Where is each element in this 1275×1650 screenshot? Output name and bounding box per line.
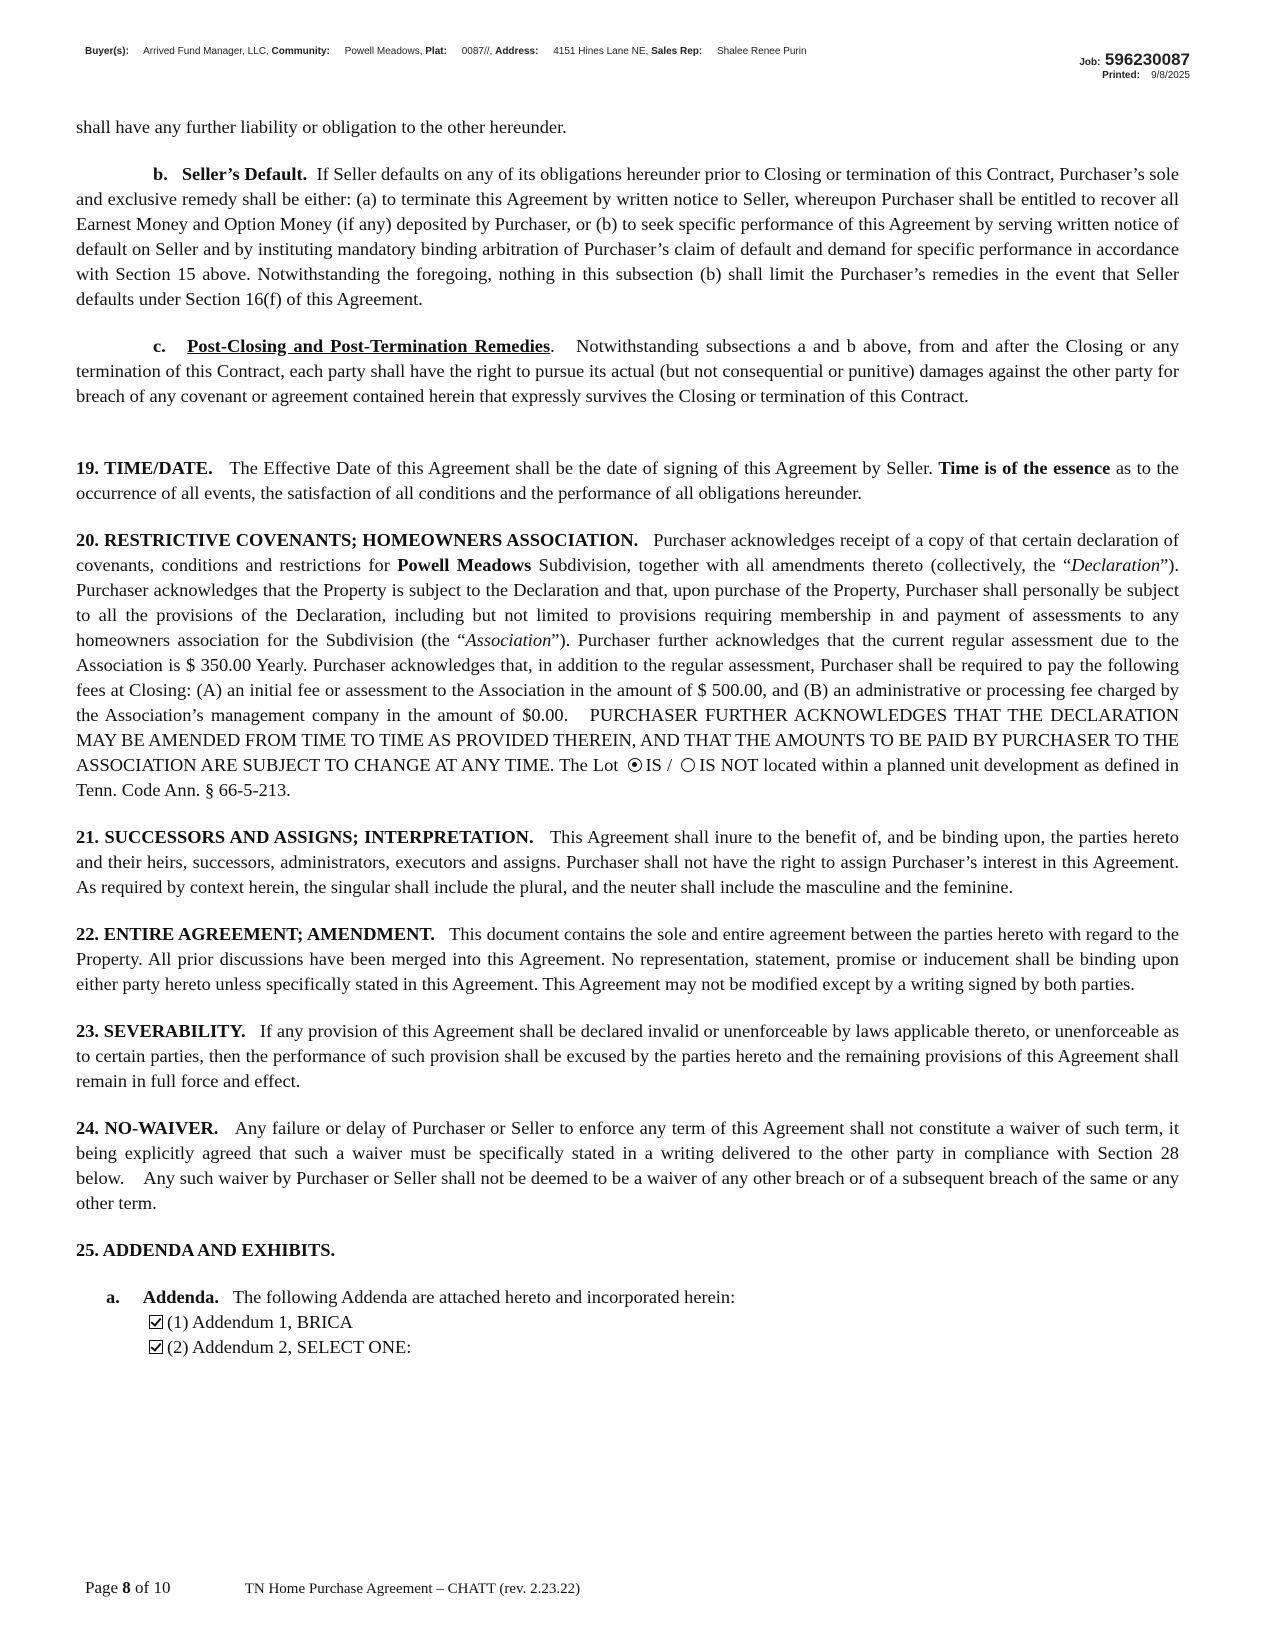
- section-18c-letter: c.: [153, 336, 166, 356]
- section-23: [76, 1019, 1179, 1094]
- section-20-heading: 20. RESTRICTIVE COVENANTS; HOMEOWNERS ASSOCIATION.: [76, 530, 639, 550]
- pud-is-label: IS /: [645, 755, 673, 775]
- pud-is-not-radio[interactable]: [681, 758, 695, 772]
- section-21-heading: 21. SUCCESSORS AND ASSIGNS; INTERPRETATION.: [76, 827, 534, 847]
- sales-rep-value: Shalee Renee Purin: [717, 46, 807, 57]
- page-header: [85, 46, 1195, 57]
- printed-label: Printed:: [1102, 70, 1140, 81]
- section-19-bold: Time is of the essence: [938, 458, 1111, 478]
- section-18c-heading: Post-Closing and Post-Termination Remedies: [187, 336, 551, 356]
- section-21: [76, 825, 1179, 900]
- section-22-heading: 22. ENTIRE AGREEMENT; AMENDMENT.: [76, 924, 435, 944]
- addenda-block: [106, 1285, 1179, 1360]
- section-22-text: This document contains the sole and entire agreement between the parties hereto with regard to the Property. All prior discussions have been merged into this Agreement. No representation, statement, promise or inducement shall be binding upon either party hereto unless specifically stated in this Agreement. This Agreement may not be modified except by a writing signed by both parties.: [76, 924, 1179, 994]
- address-value: 4151 Hines Lane NE,: [553, 46, 649, 57]
- section-19: [76, 456, 1179, 506]
- address-label: Address:: [495, 46, 539, 57]
- section-20-text-b: Subdivision, together with all amendments thereto (collectively, the “: [538, 555, 1072, 575]
- buyer-label: Buyer(s):: [85, 46, 129, 57]
- section-23-heading: 23. SEVERABILITY.: [76, 1021, 246, 1041]
- buyer-value: Arrived Fund Manager, LLC,: [143, 46, 269, 57]
- section-23-text: If any provision of this Agreement shall be declared invalid or unenforceable by laws applicable thereto, or unenforceable as to certain parties, then the performance of such provision shall be excused by the parties hereto and the remaining provisions of this Agreement shall remain in full force and effect.: [76, 1021, 1179, 1091]
- declaration-term: Declaration: [1071, 555, 1161, 575]
- section-18c: [76, 334, 1179, 409]
- addendum-label: (1) Addendum 1, BRICA: [167, 1312, 353, 1332]
- section-22: [76, 922, 1179, 997]
- section-19-text: The Effective Date of this Agreement shall be the date of signing of this Agreement by Seller.: [212, 458, 933, 478]
- addenda-heading: a. Addenda.: [106, 1287, 219, 1307]
- checkbox-checked-icon[interactable]: [149, 1340, 163, 1354]
- job-label: Job:: [1079, 57, 1101, 68]
- section-18c-text: . Notwithstanding subsections a and b above, from and after the Closing or any termination of this Contract, each party shall have the right to pursue its actual (but not consequential or punitive) damages against the other party for breach of any covenant or agreement contained herein that expressly survives the Closing or termination of this Contract.: [76, 336, 1180, 406]
- section-24: [76, 1116, 1179, 1216]
- printed-date: 9/8/2025: [1151, 70, 1190, 81]
- document-body: [76, 115, 1179, 1360]
- job-number: 596230087: [1104, 50, 1190, 69]
- section-24-heading: 24. NO-WAIVER.: [76, 1118, 219, 1138]
- page-number: 8: [122, 1578, 131, 1597]
- sales-rep-label: Sales Rep:: [651, 46, 703, 57]
- plat-label: Plat:: [425, 46, 447, 57]
- section-24-text: Any failure or delay of Purchaser or Seller to enforce any term of this Agreement shall not constitute a waiver of such term, it being explicitly agreed that such a waiver must be specifically stated in a writing delivered to the other party in compliance with Section 28 below. Any such waiver by Purchaser or Seller shall not be deemed to be a waiver of any other breach or of a subsequent breach of the same or any other term.: [76, 1118, 1180, 1213]
- plat-value: 0087//,: [461, 46, 493, 57]
- job-info: [1079, 50, 1190, 81]
- addendum-item: [149, 1310, 1179, 1335]
- addendum-label: (2) Addendum 2, SELECT ONE:: [167, 1337, 412, 1357]
- section-20-text-c: ”). Purchaser acknowledges that the Property is subject to the Declaration and that, upon purchase of the Property, Purchaser shall personally be subject to all the provisions of the Declaration, including but not limited to provisions requiring membership in and payment of assessments to any homeowners association for the Subdivision (the “: [76, 555, 1179, 650]
- pud-is-not-label: IS NOT located within a planned unit development as defined in Tenn. Code Ann. § 66-5-213.: [76, 755, 1180, 800]
- addenda-intro-text: The following Addenda are attached hereto and incorporated herein:: [218, 1287, 736, 1307]
- community-label: Community:: [271, 46, 330, 57]
- section-19-heading: 19. TIME/DATE.: [76, 458, 213, 478]
- section-18b: [76, 162, 1179, 312]
- page-prefix: Page: [85, 1578, 119, 1597]
- association-term: Association: [465, 630, 552, 650]
- section-20: [76, 528, 1179, 803]
- section-20-text-d: ”). Purchaser further acknowledges that the current regular assessment due to the Association is $ 350.00 Yearly. Purchaser acknowledges that, in addition to the regular assessment, Purchaser shall be required to pay the following fees at Closing: (A) an initial fee or assessment to the Association in the amount of $ 500.00, and (B) an administrative or processing fee charged by the Association’s management company in the amount of $0.00. PURCHASER FURTHER ACKNOWLEDGES THAT THE DECLARATION MAY BE AMENDED FROM TIME TO TIME AS PROVIDED THEREIN, AND THAT THE AMOUNTS TO BE PAID BY PURCHASER TO THE ASSOCIATION ARE SUBJECT TO CHANGE AT ANY TIME. The Lot: [76, 630, 1179, 775]
- page-footer: [85, 1578, 580, 1598]
- section-19-text2: as to the occurrence of all events, the satisfaction of all conditions and the performance of all obligations hereunder.: [76, 458, 1179, 503]
- document-title: TN Home Purchase Agreement – CHATT (rev. 2.23.22): [244, 1581, 581, 1597]
- addendum-item: [149, 1335, 1179, 1360]
- section-25-heading: 25. ADDENDA AND EXHIBITS.: [76, 1240, 336, 1260]
- section-20-text-a: Purchaser acknowledges receipt of a copy of that certain declaration of covenants, conditions and restrictions for: [76, 530, 1179, 575]
- section-18b-heading: b. Seller’s Default.: [153, 164, 308, 184]
- addenda-intro: [106, 1285, 1179, 1310]
- pud-is-radio[interactable]: [628, 758, 642, 772]
- section-21-text: This Agreement shall inure to the benefit of, and be binding upon, the parties hereto and their heirs, successors, administrators, executors and assigns. Purchaser shall not have the right to assign Purchaser’s interest in this Agreement. As required by context herein, the singular shall include the plural, and the neuter shall include the masculine and the feminine.: [76, 827, 1180, 897]
- community-value: Powell Meadows,: [344, 46, 423, 57]
- community-name: Powell Meadows: [397, 555, 532, 575]
- paragraph-continuation: shall have any further liability or obligation to the other hereunder.: [76, 117, 567, 137]
- section-25: [76, 1238, 1179, 1263]
- checkbox-checked-icon[interactable]: [149, 1315, 163, 1329]
- section-18b-text: If Seller defaults on any of its obligations hereunder prior to Closing or termination of this Contract, Purchaser’s sole and exclusive remedy shall be either: (a) to terminate this Agreement by written notice to Seller, whereupon Purchaser shall be entitled to recover all Earnest Money and Option Money (if any) deposited by Purchaser, or (b) to seek specific performance of this Agreement by serving written notice of default on Seller and by instituting mandatory binding arbitration of Purchaser’s claim of default and demand for specific performance in accordance with Section 15 above. Notwithstanding the foregoing, nothing in this subsection (b) shall limit the Purchaser’s remedies in the event that Seller defaults under Section 16(f) of this Agreement.: [76, 164, 1180, 309]
- page-total: of 10: [135, 1578, 171, 1597]
